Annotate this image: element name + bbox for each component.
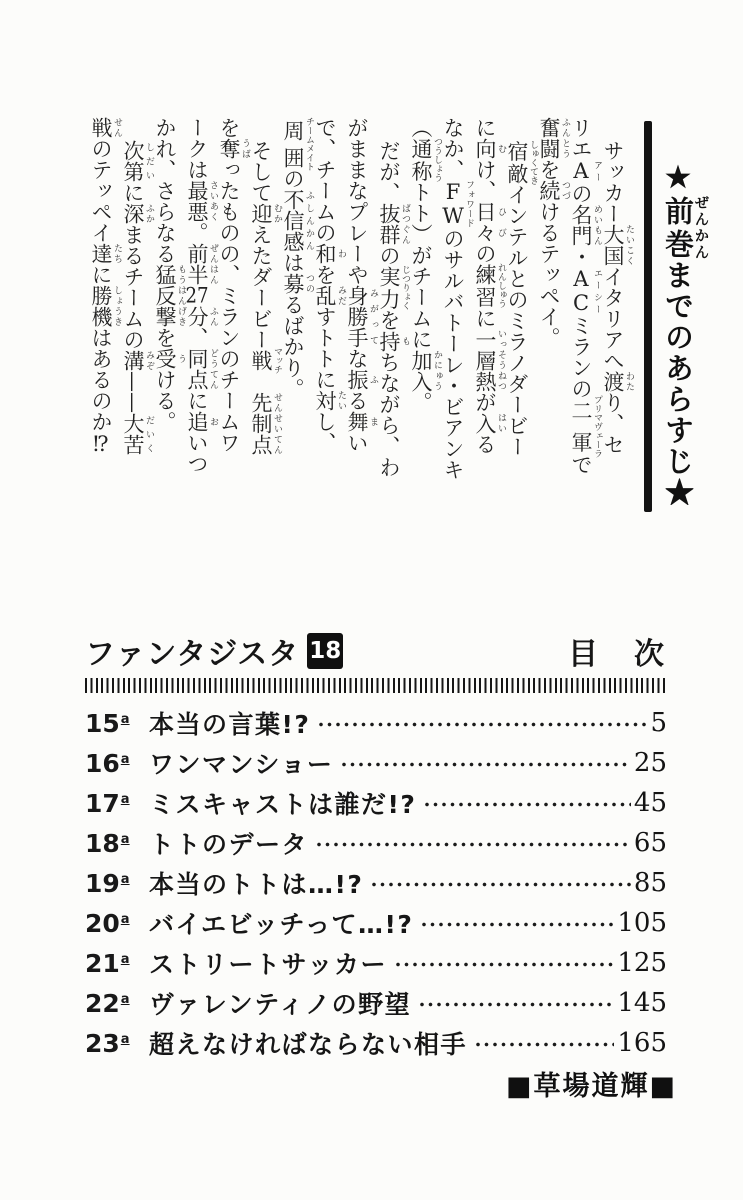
chapter-number: 15$^a$ [85,708,130,738]
author-credit: ■草場道輝■ [505,1071,677,1102]
chapter-title: トトのデータ [149,830,309,859]
synopsis-column: がままなプレーや身勝手 みがってな振 ふる舞 まい [345,117,378,453]
synopsis-columns [88,117,634,537]
chapter-title: 本当の言葉!? [149,710,311,739]
synopsis-column: だが、抜群 ばつぐんの実力 じつりょくを持 もちながら、わ [377,140,410,478]
dot-leader [424,802,631,807]
chapter-ordinal: a [120,751,130,767]
synopsis-column: リエA アーの名門 めいもん・AC エーシーミランの二軍 プリマヴェーラで [569,117,602,475]
synopsis-column: 奮闘 ふんとうを続 つづけるテッペイ。 [537,117,570,348]
chapter-title: ワンマンショー [149,750,334,779]
chapter-number: 23$^a$ [85,1028,130,1058]
chapter-title: 超えなければならない相手 [149,1030,468,1059]
chapter-number: 17$^a$ [85,788,130,818]
chapter-title: 本当のトトは…!? [149,870,364,899]
synopsis-column: ークは最悪 さいあく。前半 ぜんはん27分 ふん、同点 どうてんに追 おいつ [185,117,218,474]
dot-leader [395,962,614,967]
synopsis-column: に向 むけ、日々 ひびの練習 れんしゅうに一層 いっそう熱 ねつが入 はいる [473,117,506,455]
page-number: 65 [633,828,667,858]
page-number: 105 [617,908,667,938]
dot-leader [316,842,631,847]
chapter-title: ヴァレンティノの野望 [149,990,412,1019]
chapter-ordinal: a [120,911,130,927]
chapter-title: バイエビッチって…!? [149,910,414,939]
toc-row [85,943,667,983]
chapter-ordinal: a [120,791,130,807]
chapter-ordinal: a [120,951,130,967]
synopsis-column: 宿敵 しゅくてきインテルとのミラノダービー [505,140,538,458]
toc-row [85,903,667,943]
dot-leader [341,762,631,767]
page-number: 145 [617,988,667,1018]
chapter-number: 20$^a$ [85,908,130,938]
series-title: ファンタジスタ [85,637,300,672]
chapter-number: 18$^a$ [85,828,130,858]
toc-row [85,783,667,823]
chapter-title: ストリートサッカー [149,950,388,979]
synopsis-column: 次第 しだいに深 ふかまるチームの溝 みぞ——大苦 だいく [121,140,154,455]
chapter-ordinal: a [120,1031,130,1047]
synopsis-column: かれ、さらなる猛反撃 もうはんげきを受 うける。 [153,117,186,432]
volume-badge: 18 [307,633,343,669]
toc-row [85,1023,667,1063]
dot-leader [421,922,614,927]
toc-row [85,703,667,743]
synopsis-divider-rule [644,121,652,512]
chapter-number: 21$^a$ [85,948,130,978]
synopsis-column: を奪 うばったものの、ミランのチームワ [217,117,250,453]
divider-stripes [85,678,667,693]
chapter-number: 22$^a$ [85,988,130,1018]
dot-leader [475,1042,614,1047]
page-number: 45 [633,788,667,818]
toc-row [85,823,667,863]
toc-header [85,629,667,673]
synopsis-column: そして迎 むかえたダービー戦 マッチ 先制点 せんせいてん [249,140,282,455]
chapter-number: 19$^a$ [85,868,130,898]
synopsis-column: 周囲 チームメイトの不信感 ふしんかんは募 つのるばかり。 [281,117,314,399]
dot-leader [419,1002,614,1007]
chapter-ordinal: a [120,871,130,887]
chapter-title: ミスキャストは誰だ!? [149,790,417,819]
page-number: 85 [633,868,667,898]
dot-leader [318,722,647,727]
page-number: 25 [633,748,667,778]
page-number: 5 [650,708,667,738]
toc-row [85,983,667,1023]
toc-row [85,863,667,903]
page-number: 125 [617,948,667,978]
synopsis-column: なか、FW フォワードのサルバトーレ・ビアンキ [441,117,474,480]
synopsis-heading: ★前巻ぜんかんまでのあらすじ★ [661,160,710,508]
chapter-ordinal: a [120,991,130,1007]
chapter-ordinal: a [120,711,130,727]
toc-list [85,703,667,1063]
dot-leader [371,882,631,887]
synopsis-column: 戦 せんのテッペイ達 たちに勝機 しょうきはあるのか⁉ [89,117,122,456]
toc-row [85,743,667,783]
chapter-number: 16$^a$ [85,748,130,778]
synopsis-column: （通称 つうしょうトト）がチームに加入 かにゅう。 [409,117,442,413]
toc-heading: 目 次 [568,637,667,672]
chapter-ordinal: a [120,831,130,847]
synopsis-column: サッカー大国 たいこくイタリアへ渡 わたり、セ [601,140,634,455]
synopsis-column: で、チームの和 わを乱 みだすトトに対 たいし、 [313,117,346,453]
page-number: 165 [617,1028,667,1058]
